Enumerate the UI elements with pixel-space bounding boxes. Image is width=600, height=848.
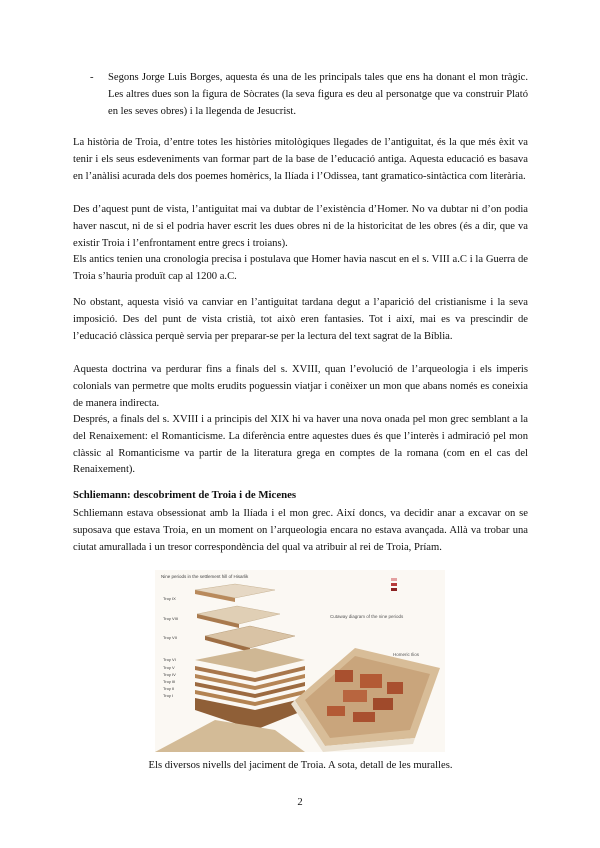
site-label: Homeric Ilios (393, 652, 420, 657)
paragraph-romanticism: Després, a finals del s. XVIII i a principis del XIX hi va haver una nova onada pel mon grec semblant a la del Renaixement: el Romanticisme. La diferència entre aquestes dues és que l’interès i admiració pel mon clàssic al Romanticisme va partir de la literatura grega en comptes de la romana (com en el cas del Renaixement). (73, 414, 528, 476)
legend-swatch (391, 578, 397, 581)
legend-title: Nine periods in the settlement hill of Hisarlik (161, 574, 249, 579)
layer-label: Troy VII (163, 635, 177, 640)
troy-layers-illustration (155, 570, 445, 752)
layer-label: Troy IX (163, 596, 176, 601)
section-heading: Schliemann: descobriment de Troia i de Micenes (73, 489, 297, 501)
paragraph-homer-existence: Des d’aquest punt de vista, l’antiguitat mai va dubtar de l’existència d’Homer. No va dubtar ni d’on podia haver nascut, ni de si el podria haver escrit les dues obres ni de la historicitat de les obres (és a dir, que va existir Troia i l’enfrontament entre grecs i troians). (73, 204, 528, 249)
bullet-dash: - (90, 72, 94, 83)
page-number: 2 (297, 797, 303, 808)
legend-swatch (391, 588, 397, 591)
diagram-title: Cutaway diagram of the nine periods (330, 614, 404, 619)
layer-label: Troy III (163, 679, 176, 684)
bullet-item (90, 70, 528, 120)
bullet-text: Segons Jorge Luis Borges, aquesta és una de les principals tales que ens ha donant el mon tràgic. Les altres dues son la figura de Sòcrates (la seva figura es deu al personatge que va construir Plató en les seves obres) i la llegenda de Jesucrist. (108, 72, 528, 117)
layer-label: Troy II (163, 686, 175, 691)
paragraph-troy-history: La història de Troia, d’entre totes les històries mitològiques llegades de l’antiguitat, és la que més èxit va tenir i els seus esdeveniments van formar part de la base de l’educació antiga. Aquesta educació es basava en l’anàlisi acurada dels dos poemes homèrics, la Ilíada i l’Odissea, tant gramatico-sintàctica com literària. (73, 137, 528, 182)
paragraph-schliemann: Schliemann estava obsessionat amb la Ilíada i el mon grec. Així doncs, va decidir anar a excavar on se suposava que estava Troia, en un moment on l’arqueologia encara no estava avançada. Allà va trobar una ciutat amurallada i un tresor correspondència del qual va atribuir al rei de Troia, Príam. (73, 508, 528, 553)
paragraph-christianity: No obstant, aquesta visió va canviar en l’antiguitat tardana degut a l’aparició del cristianisme i la seva imposició. Des del punt de vista cristià, tot això eren fantasies. Tot i així, mai es va prescindir de l’educació clàssica perquè servia per preparar-se per la lectura del text sagrat de la Bíblia. (73, 297, 528, 342)
layer-label: Troy IV (163, 672, 176, 677)
layer-label: Troy I (163, 693, 174, 698)
figure-caption: Els diversos nivells del jaciment de Troia. A sota, detall de les muralles. (148, 760, 453, 771)
layer-label: Troy VIII (163, 616, 178, 621)
paragraph-archaeology: Aquesta doctrina va perdurar fins a finals del s. XVIII, quan l’evolució de l’arqueologia i els imperis colonials van permetre que molts erudits poguessin viatjar i conèixer un mon que abans només es coneixia de manera indirecta. (73, 364, 528, 409)
legend-swatch (391, 583, 397, 586)
layer-label: Troy V (163, 665, 175, 670)
paragraph-chronology: Els antics tenien una cronologia precisa i postulava que Homer havia nascut en el s. VIII a.C i la Guerra de Troia s’hauria produït cap al 1200 a.C. (73, 254, 528, 282)
layer-label: Troy VI (163, 657, 176, 662)
